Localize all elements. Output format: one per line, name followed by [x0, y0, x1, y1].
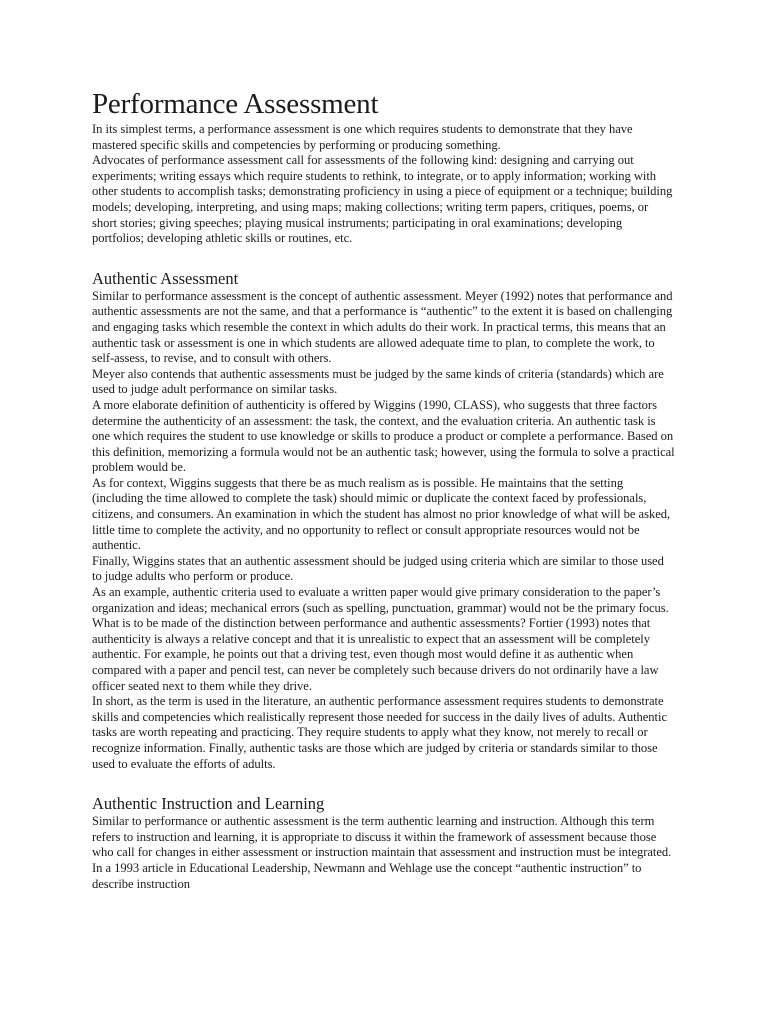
- paragraph: Similar to performance or authentic assessment is the term authentic learning and instruction. Although this term refers to instruction and learning, it is appropriate to discuss it within the framework of assessment because those who call for changes in either assessment or instruction maintain that assessment and instruction must be integrated. In a 1993 article in Educational Leadership, Newmann and Wehlage use the concept “authentic instruction” to describe instruction: [92, 814, 672, 891]
- paragraph: A more elaborate definition of authenticity is offered by Wiggins (1990, CLASS), who suggests that three factors determine the authenticity of an assessment: the task, the context, and the evaluation criteria. An authentic task is one which requires the student to use knowledge or skills to produce a product or complete a performance. Based on this definition, memorizing a formula would not be an authentic task; however, using the formula to solve a practical problem would be.: [92, 397, 675, 475]
- paragraph: Finally, Wiggins states that an authentic assessment should be judged using criteria which are similar to those used to judge adults who perform or produce.: [92, 553, 664, 584]
- document-title: Performance Assessment: [92, 88, 379, 120]
- paragraph: What is to be made of the distinction between performance and authentic assessments? Fortier (1993) notes that authenticity is always a relative concept and that it is unrealistic to expect that an assessment will be completely authentic. For example, he points out that a driving test, even though most would define it as authentic when compared with a paper and pencil test, can never be completely such because drivers do not ordinarily have a law officer seated next to them while they drive.: [92, 616, 659, 693]
- paragraph: Advocates of performance assessment call for assessments of the following kind: designing and carrying out experiments; writing essays which require students to rethink, to integrate, or to apply information; working with other students to accomplish tasks; demonstrating proficiency in using a piece of equipment or a technique; building models; developing, interpreting, and using maps; making collections; writing term papers, critiques, poems, or short stories; giving speeches; playing musical instruments; participating in oral examinations; developing portfolios; developing athletic skills or routines, etc.: [92, 153, 673, 246]
- document-page: [92, 86, 676, 892]
- paragraph: In its simplest terms, a performance assessment is one which requires students to demonstrate that they have mastered specific skills and competencies by performing or producing something.: [92, 122, 633, 152]
- paragraph: As for context, Wiggins suggests that there be as much realism as is possible. He maintains that the setting (including the time allowed to complete the task) should mimic or duplicate the context faced by professionals, citizens, and consumers. An examination in which the student has almost no prior knowledge of what will be asked, little time to complete the activity, and no opportunity to reflect or consult appropriate resources would not be authentic.: [92, 475, 671, 553]
- section-authentic-assessment: [92, 269, 676, 772]
- section-authentic-instruction: [92, 794, 676, 892]
- section-intro: [92, 122, 676, 247]
- paragraph: Similar to performance assessment is the concept of authentic assessment. Meyer (1992) notes that performance and authentic assessments are not the same, and that a performance is “authentic” to the extent it is based on challenging and engaging tasks which resemble the context in which adults do their work. In practical terms, this means that an authentic task or assessment is one in which students are allowed adequate time to plan, to complete the work, to self-assess, to revise, and to consult with others.: [92, 288, 673, 366]
- paragraph: Meyer also contends that authentic assessments must be judged by the same kinds of criteria (standards) which are used to judge adult performance on similar tasks.: [92, 366, 664, 397]
- section-heading: Authentic Instruction and Learning: [92, 794, 325, 814]
- section-heading: Authentic Assessment: [92, 268, 239, 288]
- paragraph: As an example, authentic criteria used to evaluate a written paper would give primary consideration to the paper’s organization and ideas; mechanical errors (such as spelling, punctuation, grammar) would not be the primary focus.: [92, 585, 669, 615]
- paragraph: In short, as the term is used in the literature, an authentic performance assessment requires students to demonstrate skills and competencies which realistically represent those needed for success in the daily lives of adults. Authentic tasks are worth repeating and practicing. They require students to apply what they know, not merely to recall or recognize information. Finally, authentic tasks are those which are judged by criteria or standards similar to those used to evaluate the efforts of adults.: [92, 694, 667, 771]
